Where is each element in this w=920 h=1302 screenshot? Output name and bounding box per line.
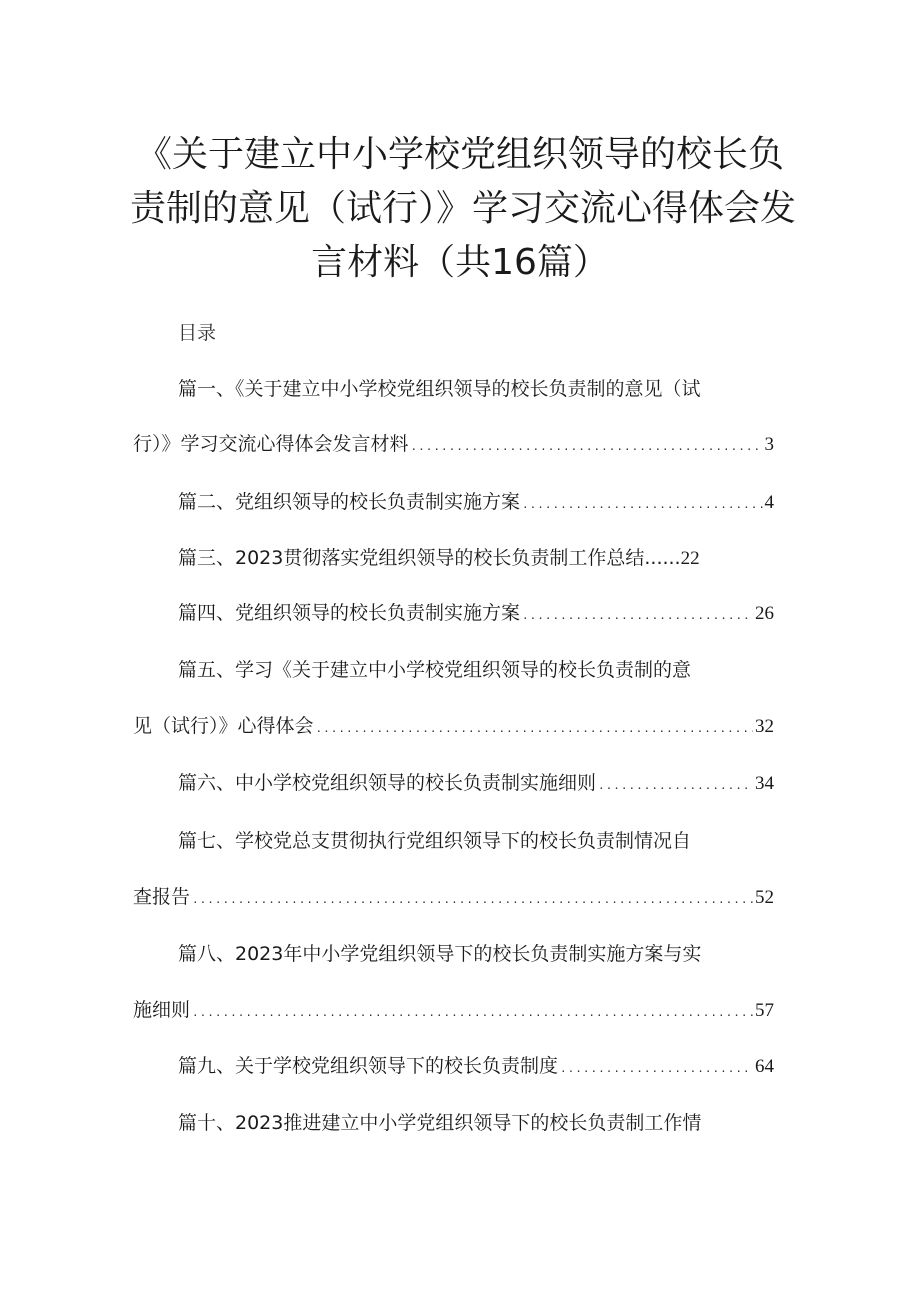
toc-page-number: 64: [755, 1056, 774, 1077]
toc-entry-7-first-line[interactable]: 篇七、学校党总支贯彻执行党组织领导下的校长负责制情况自: [178, 830, 692, 852]
toc-entry-4[interactable]: [178, 600, 774, 629]
toc-leader-dots: [192, 1000, 753, 1026]
toc-entry-label: 施细则: [133, 999, 191, 1021]
toc-leader-dots: [316, 716, 753, 742]
toc-entry-8-first-line[interactable]: 篇八、2023年中小学党组织领导下的校长负责制实施方案与实: [178, 943, 702, 965]
toc-entry-6[interactable]: [178, 770, 774, 799]
toc-page-number: 32: [755, 716, 774, 737]
document-title: [130, 128, 797, 290]
toc-entry-label: 篇九、关于学校党组织领导下的校长负责制度: [178, 1055, 559, 1077]
toc-page-number: 4: [764, 492, 774, 513]
toc-entry-label: 行）》学习交流心得体会发言材料: [133, 433, 409, 455]
toc-leader-dots: [598, 773, 753, 799]
toc-heading: 目录: [178, 322, 217, 344]
toc-entry-label: 篇六、中小学校党组织领导的校长负责制实施细则: [178, 772, 597, 794]
toc-entry-3[interactable]: [178, 545, 700, 572]
toc-entry-label: 查报告: [133, 886, 191, 908]
toc-entry-1[interactable]: [133, 431, 774, 460]
toc-leader-dots: [560, 1056, 753, 1082]
toc-entry-label: 篇四、党组织领导的校长负责制实施方案: [178, 602, 521, 624]
toc-entry-label: 篇二、党组织领导的校长负责制实施方案: [178, 491, 521, 513]
toc-entry-2[interactable]: [178, 489, 774, 518]
toc-entry-9[interactable]: [178, 1053, 774, 1082]
toc-leader-dots: [411, 434, 763, 460]
toc-page-number: 22: [680, 548, 700, 569]
title-line-2: 责制的意见（试行）》学习交流心得体会发: [130, 188, 797, 229]
toc-page-number: 57: [755, 1000, 774, 1021]
toc-leader-dots: ......: [644, 547, 681, 569]
toc-leader-dots: [522, 492, 762, 518]
toc-entry-5-first-line[interactable]: 篇五、学习《关于建立中小学校党组织领导的校长负责制的意: [178, 659, 692, 681]
toc-entry-8[interactable]: [133, 997, 774, 1026]
toc-entry-7[interactable]: [133, 884, 774, 913]
toc-leader-dots: [192, 887, 753, 913]
title-line-1: 《关于建立中小学校党组织领导的校长负: [135, 134, 784, 175]
toc-entry-5[interactable]: [133, 713, 774, 742]
toc-page-number: 3: [764, 434, 774, 455]
toc-entry-label: 见（试行）》心得体会: [133, 715, 314, 737]
toc-entry-10-first-line[interactable]: 篇十、2023推进建立中小学党组织领导下的校长负责制工作情: [178, 1112, 702, 1134]
toc-page-number: 26: [755, 603, 774, 624]
toc-entry-1-first-line[interactable]: 篇一、《关于建立中小学校党组织领导的校长负责制的意见（试: [178, 378, 701, 400]
toc-page-number: 52: [755, 887, 774, 908]
toc-page-number: 34: [755, 773, 774, 794]
toc-entry-label: 篇三、2023贯彻落实党组织领导的校长负责制工作总结: [178, 547, 645, 569]
toc-leader-dots: [522, 603, 753, 629]
title-line-3: 言材料（共16篇）: [311, 242, 609, 283]
